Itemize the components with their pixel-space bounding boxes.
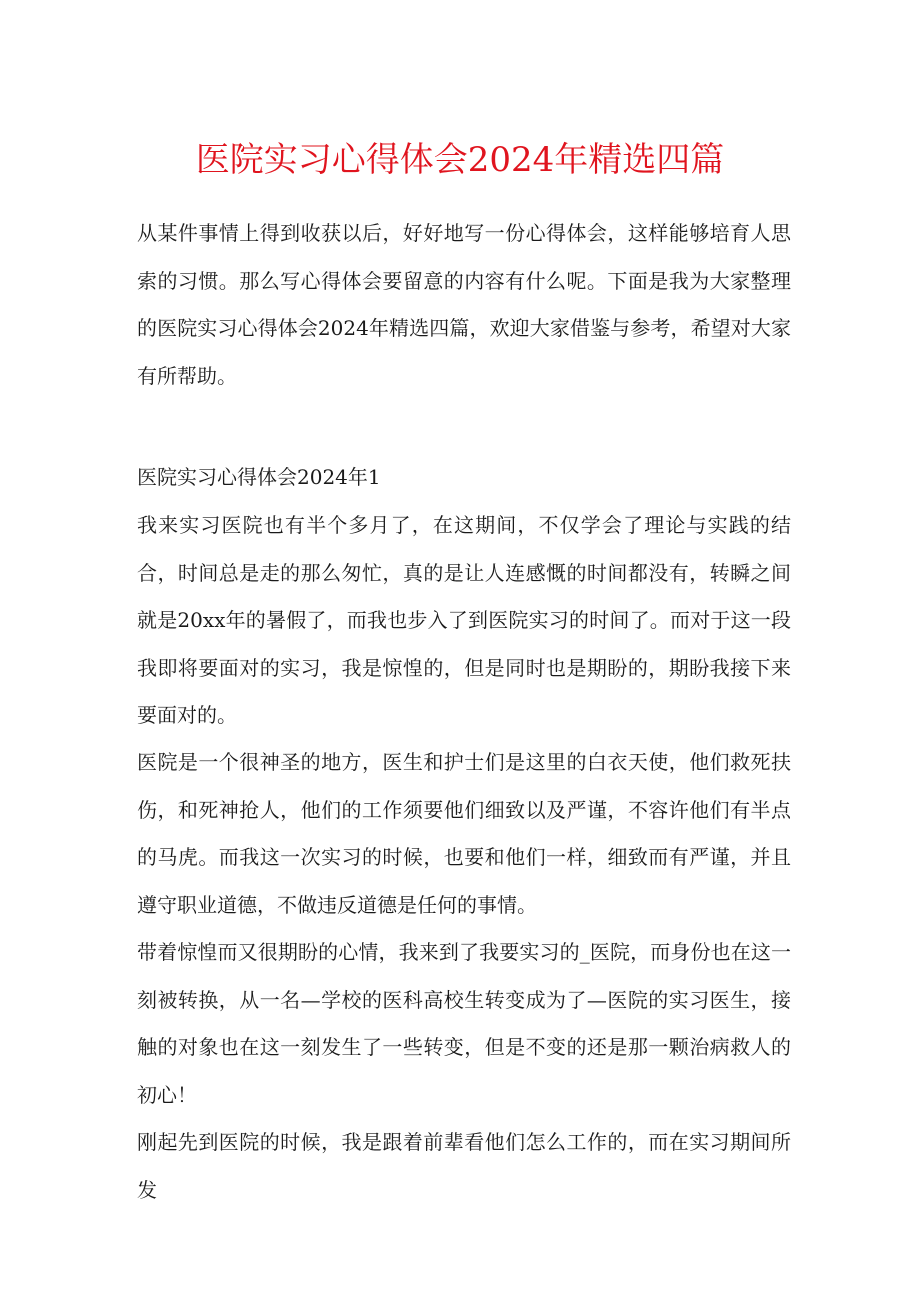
body-paragraph-1: 我来实习医院也有半个多月了，在这期间，不仅学会了理论与实践的结合，时间总是走的那么匆忙，真的是让人连感慨的时间都没有，转瞬之间就是20xx年的暑假了，而我也步入了到医院实习的时间了。而对于这一段我即将要面对的实习，我是惊惶的，但是同时也是期盼的，期盼我接下来要面对的。 [137,513,791,727]
intro-paragraph: 从某件事情上得到收获以后，好好地写一份心得体会，这样能够培育人思索的习惯。那么写心得体会要留意的内容有什么呢。下面是我为大家整理的医院实习心得体会2024年精选四篇，欢迎大家借鉴与参考，希望对大家有所帮助。 [137,221,791,388]
body-paragraph-4: 刚起先到医院的时候，我是跟着前辈看他们怎么工作的，而在实习期间所发 [137,1130,791,1202]
body-paragraph-2: 医院是一个很神圣的地方，医生和护士们是这里的白衣天使，他们救死扶伤，和死神抢人，他们的工作须要他们细致以及严谨，不容许他们有半点的马虎。而我这一次实习的时候，也要和他们一样，细致而有严谨，并且遵守职业道德，不做违反道德是任何的事情。 [137,750,791,917]
body-paragraph-3: 带着惊惶而又很期盼的心情，我来到了我要实习的_医院，而身份也在这一刻被转换，从一名—学校的医科高校生转变成为了—医院的实习医生，接触的对象也在这一刻发生了一些转变，但是不变的还是那一颗治病救人的初心！ [137,940,791,1107]
section-heading: 医院实习心得体会2024年1 [137,465,381,489]
document-title: 医院实习心得体会2024年精选四篇 [195,140,725,180]
